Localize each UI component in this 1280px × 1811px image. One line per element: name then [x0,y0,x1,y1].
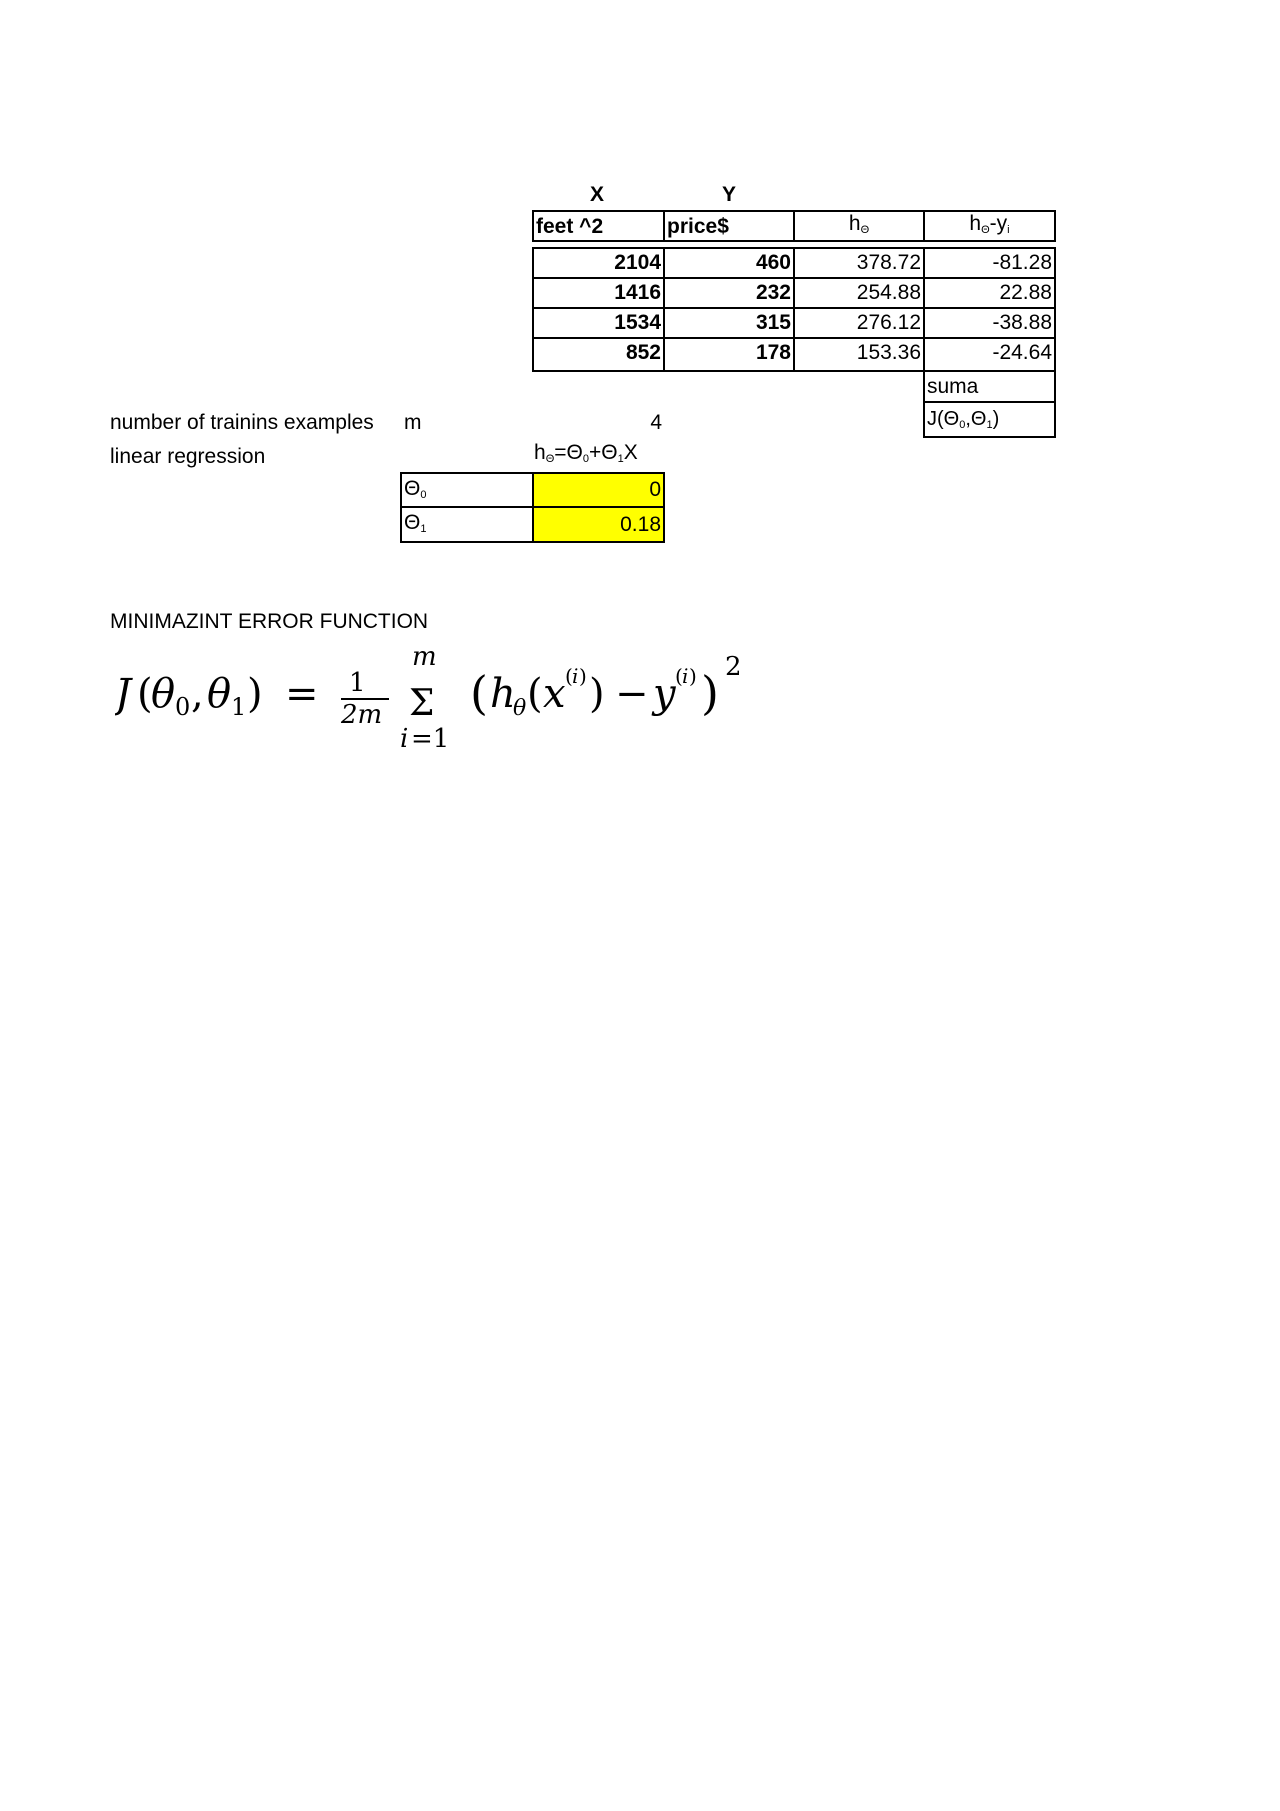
svg-text:(: ( [470,666,488,720]
svg-text:=1: =1 [411,724,450,754]
svg-text:i: i [682,664,689,688]
svg-text:,: , [191,671,204,717]
cell-h: 276.12 [793,307,925,339]
cell-err: -81.28 [923,247,1056,279]
suma-label: suma [923,370,1056,403]
svg-text:(: ( [565,664,573,688]
hypothesis-formula: $h_\Theta=\Theta_0+\Theta_1X$ [534,441,638,465]
linear-regression-label: linear regression [110,445,266,468]
svg-text:(: ( [527,671,543,717]
theta0-label: $\Theta_0$ [400,472,534,508]
svg-text:): ) [589,671,605,717]
svg-text:J: J [115,671,132,717]
svg-text:h: h [490,671,516,717]
header-price: price$ [663,210,795,242]
training-examples-label: number of trainins examples [110,411,374,434]
svg-text:): ) [579,664,587,688]
training-symbol: m [404,411,422,434]
svg-text:1: 1 [349,668,366,698]
svg-text:): ) [247,671,263,717]
column-x-label: X [589,183,604,206]
svg-text:i: i [400,724,409,754]
cell-x: 1416 [532,277,665,309]
cell-x: 1534 [532,307,665,339]
cell-y: 315 [663,307,795,339]
svg-text:=: = [285,671,319,717]
cell-err: 22.88 [923,277,1056,309]
cell-y: 178 [663,337,795,372]
svg-text:Σ: Σ [409,683,435,724]
theta1-value[interactable]: 0.18 [532,506,665,543]
cost-function-formula [115,645,805,760]
cell-h: 254.88 [793,277,925,309]
cell-x: 2104 [532,247,665,279]
svg-text:θ: θ [151,671,176,717]
header-h-theta: $h_\Theta$ [793,210,925,242]
cell-x: 852 [532,337,665,372]
cell-err: -38.88 [923,307,1056,339]
svg-text:−: − [615,671,649,717]
header-feet: feet ^2 [532,210,665,242]
svg-text:m: m [412,645,437,672]
cell-h: 153.36 [793,337,925,372]
svg-text:(: ( [137,671,153,717]
theta1-label: $\Theta_1$ [400,506,534,543]
header-h-minus-y: $h_\Theta-y_i$ [923,210,1056,242]
svg-text:x: x [543,671,566,717]
svg-text:): ) [701,666,719,720]
theta0-value[interactable]: 0 [532,472,665,508]
svg-text:1: 1 [231,693,247,721]
svg-text:i: i [572,664,579,688]
svg-text:): ) [689,664,697,688]
cell-y: 460 [663,247,795,279]
training-value: 4 [650,411,662,434]
cell-y: 232 [663,277,795,309]
cost-label: $J(\Theta_0,\Theta_1)$ [923,401,1056,438]
svg-text:y: y [653,671,676,717]
svg-text:2m: 2m [341,700,383,730]
svg-text:2: 2 [725,652,742,682]
svg-text:0: 0 [175,693,191,721]
error-function-title: MINIMAZINT ERROR FUNCTION [110,610,429,633]
svg-text:θ: θ [207,671,232,717]
cell-h: 378.72 [793,247,925,279]
svg-text:θ: θ [513,696,527,721]
svg-text:(: ( [675,664,683,688]
column-y-label: Y [721,183,736,206]
cell-err: -24.64 [923,337,1056,372]
